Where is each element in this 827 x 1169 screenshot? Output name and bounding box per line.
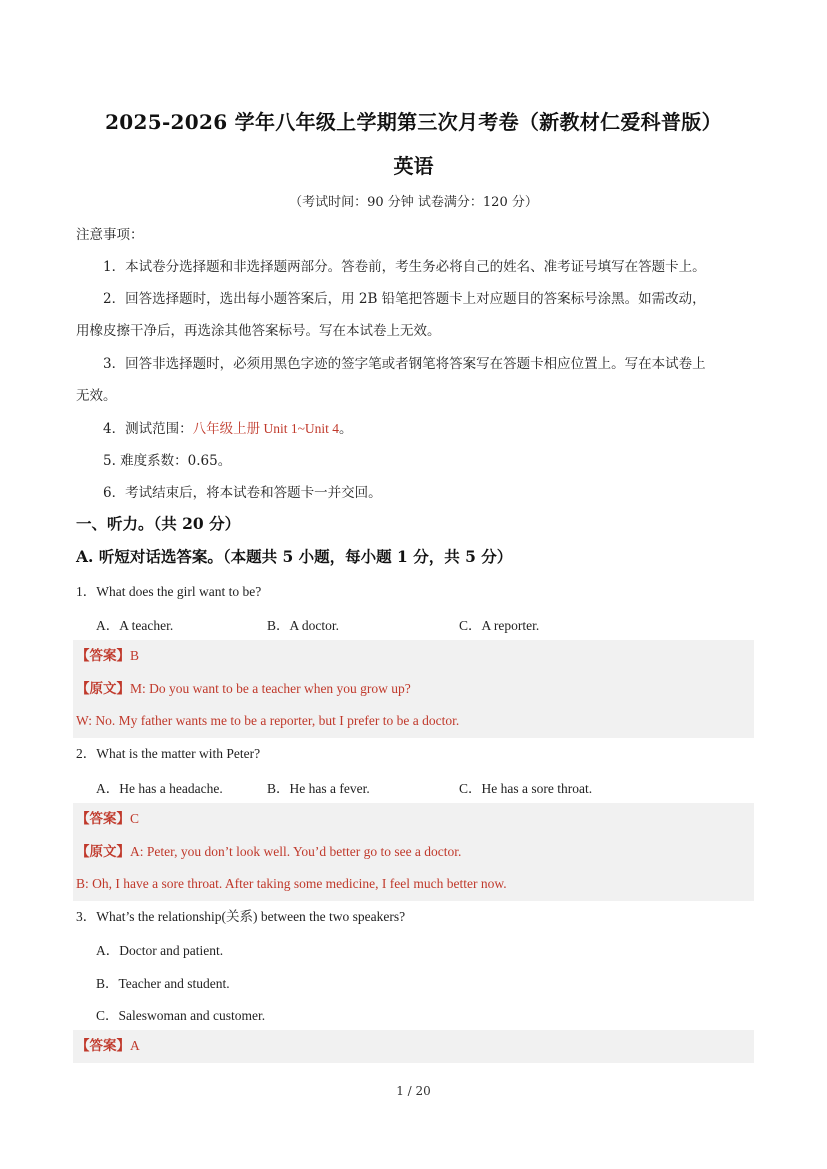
question-1-option-b: B．A doctor. [267,618,340,633]
question-2-answer [76,809,139,829]
question-1-script-2: W: No. My father wants me to be a reporter, but I prefer to be a doctor. [76,713,460,728]
note-item-4 [103,419,353,439]
question-3-answer [76,1036,140,1056]
note-item-1: 1．本试卷分选择题和非选择题两部分。答卷前，考生务必将自己的姓名、准考证号填写在答题卡上。 [103,259,706,275]
part-a-title: A. 听短对话选答案。（本题共 5 小题，每小题 1 分，共 5 分） [76,547,513,566]
answer-value: B [130,648,140,663]
exam-meta: （考试时间：90 分钟 试卷满分：120 分） [289,195,538,210]
question-2-option-a: A．He has a headache. [96,781,223,796]
note-item-3-cont: 无效。 [76,388,117,404]
question-1-option-c: C．A reporter. [459,618,540,633]
question-1-answer [76,646,139,666]
question-3-option-b: B．Teacher and student. [96,976,230,991]
question-2-script-1 [76,842,461,862]
question-1-stem: 1．What does the girl want to be? [76,584,262,599]
notes-heading: 注意事项： [76,227,144,243]
answer-value: A [130,1038,140,1053]
question-3-answer-box [73,1030,754,1063]
question-3-option-a: A．Doctor and patient. [96,943,224,958]
script-label: 【原文】 [76,681,130,697]
note-item-2: 2．回答选择题时，选出每小题答案后，用 2B 铅笔把答题卡上对应题目的答案标号涂黑。如需改动， [103,291,706,307]
page-number: 1 / 20 [396,1084,431,1098]
answer-label: 【答案】 [76,811,130,827]
test-range: 八年级上册 Unit 1~Unit 4 [192,421,340,436]
answer-label: 【答案】 [76,1038,130,1054]
question-2-option-c: C．He has a sore throat. [459,781,593,796]
subject-title: 英语 [393,154,434,178]
answer-label: 【答案】 [76,648,130,664]
question-3-stem: 3．What’s the relationship(关系) between the two speakers? [76,909,406,924]
script-text: A: Peter, you don’t look well. You’d better go to see a doctor. [130,844,462,859]
section-title: 一、听力。（共 20 分） [76,514,241,533]
question-1-option-a: A．A teacher. [96,618,174,633]
question-1-script-1 [76,679,411,699]
script-label: 【原文】 [76,844,130,860]
note-item-4-suffix: 。 [339,421,353,437]
question-2-option-b: B．He has a fever. [267,781,370,796]
exam-title: 2025-2026 学年八年级上学期第三次月考卷（新教材仁爱科普版） [105,110,722,134]
note-item-3: 3．回答非选择题时，必须用黑色字迹的签字笔或者钢笔将答案写在答题卡相应位置上。写在本试卷上 [103,356,706,372]
answer-value: C [130,811,140,826]
question-3-option-c: C．Saleswoman and customer. [96,1008,266,1023]
script-text: M: Do you want to be a teacher when you grow up? [130,681,411,696]
note-item-2-cont: 用橡皮擦干净后，再选涂其他答案标号。写在本试卷上无效。 [76,323,441,339]
note-item-4-prefix: 4．测试范围： [103,421,193,437]
question-2-script-2: B: Oh, I have a sore throat. After taking some medicine, I feel much better now. [76,876,507,891]
note-item-6: 6．考试结束后，将本试卷和答题卡一并交回。 [103,485,382,501]
question-2-stem: 2．What is the matter with Peter? [76,746,261,761]
note-item-5: 5. 难度系数：0.65。 [103,453,232,469]
